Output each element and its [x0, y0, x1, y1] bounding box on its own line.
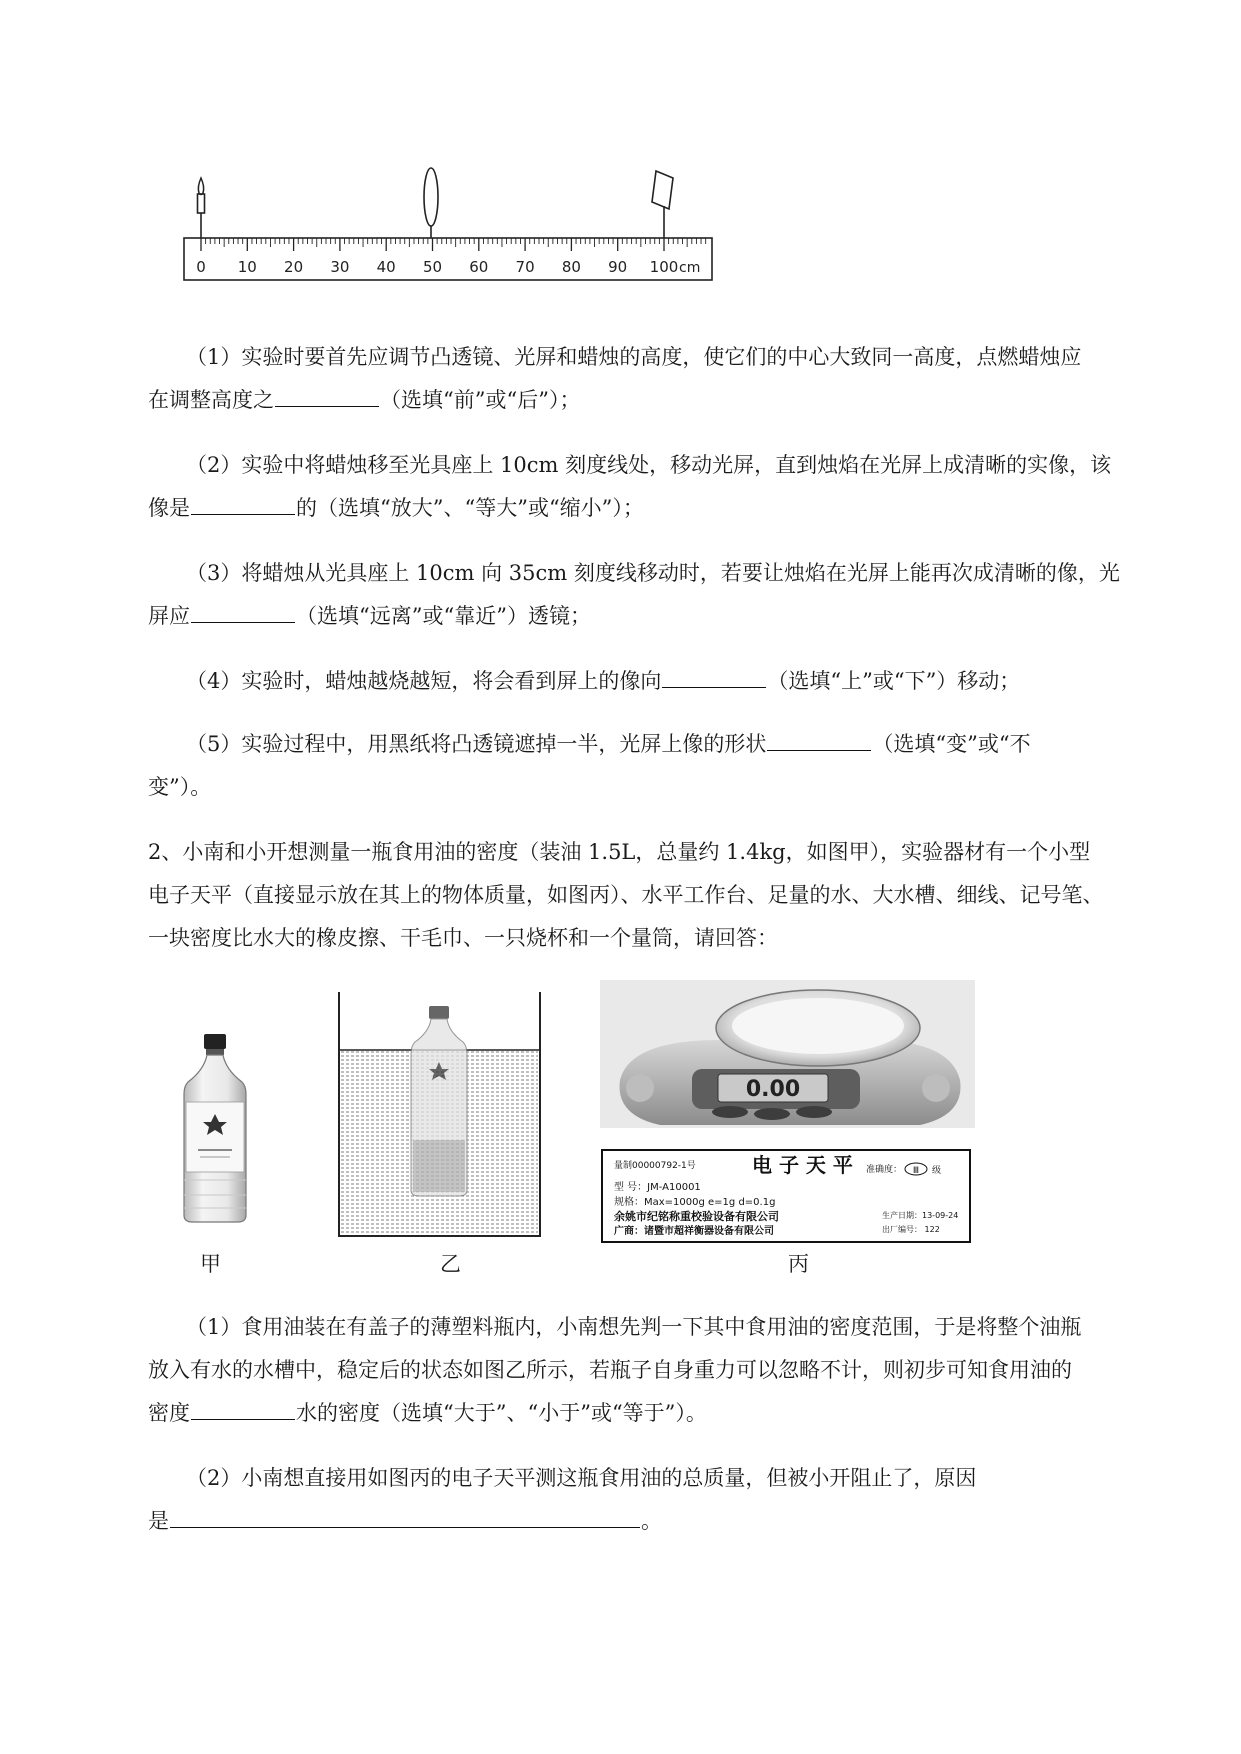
scale-button[interactable] — [712, 1106, 748, 1118]
light-screen-icon — [652, 171, 673, 238]
ruler-tick-label: 10 — [237, 258, 257, 276]
ruler-tick-label: 90 — [608, 258, 628, 276]
ruler — [184, 238, 712, 280]
caption-yi: 乙 — [440, 1252, 461, 1276]
q1-part5: （5）实验过程中，用黑纸将凸透镜遮掉一半，光屏上像的形状 （选填“变”或“不 变”）。 — [148, 732, 1031, 799]
q2-intro: 2、小南和小开想测量一瓶食用油的密度（装油 1.5L，总量约 1.4kg，如图甲），实验器材有一个小型 电子天平（直接显示放在其上的物体质量，如图丙）、水平工作台、足量的水、大水槽、细线、记号笔、 一块密度比水大的橡皮擦、干毛巾、一只烧杯和一个量筒，请回答： — [148, 840, 1104, 950]
ruler-tick-label: 70 — [515, 258, 535, 276]
svg-text:级: 级 — [932, 1166, 942, 1176]
svg-text:准确度：: 准确度： — [866, 1165, 903, 1175]
svg-text:出厂编号： 122: 出厂编号： 122 — [882, 1225, 940, 1234]
svg-text:0.00: 0.00 — [745, 1077, 801, 1102]
bottle-cap-icon — [204, 1034, 226, 1049]
ruler-unit: cm — [679, 260, 701, 276]
caption-bing: 丙 — [788, 1252, 809, 1276]
answer-blank[interactable] — [191, 1418, 295, 1420]
ruler-tick-label: 0 — [196, 258, 206, 276]
water-tank-figure — [335, 990, 545, 1240]
ruler-tick-label: 40 — [376, 258, 396, 276]
answer-blank[interactable] — [191, 621, 295, 623]
q1-part3: （3）将蜡烛从光具座上 10cm 向 35cm 刻度线移动时，若要让烛焰在光屏上能再次成清晰的像，光 屏应 （选填“远离”或“靠近”）透镜； — [148, 561, 1120, 628]
ruler-tick-label: 60 — [469, 258, 489, 276]
convex-lens-icon — [424, 168, 438, 238]
ruler-tick-label: 100 — [649, 258, 679, 276]
ruler-tick-labels — [196, 258, 700, 276]
ruler-ticks — [201, 238, 706, 251]
svg-text:Ⅲ: Ⅲ — [912, 1166, 920, 1176]
svg-text:规格：Max=1000g e=1g d=0.1g: 规格：Max=1000g e=1g d=0.1g — [614, 1197, 776, 1208]
ruler-tick-label: 80 — [561, 258, 581, 276]
scale-button[interactable] — [796, 1106, 832, 1118]
q1-part4: （4）实验时，蜡烛越烧越短，将会看到屏上的像向 （选填“上”或“下”）移动； — [186, 669, 1021, 693]
svg-text:型 号：JM-A10001: 型 号：JM-A10001 — [614, 1182, 701, 1193]
svg-text:广商：诸暨市超祥衡器设备有限公司: 广商：诸暨市超祥衡器设备有限公司 — [614, 1226, 774, 1237]
svg-text:电 子 天 平: 电 子 天 平 — [752, 1153, 853, 1177]
candle-icon — [198, 178, 205, 238]
answer-blank[interactable] — [191, 513, 295, 515]
electronic-scale-figure — [600, 980, 980, 1248]
answer-blank[interactable] — [662, 686, 766, 688]
scale-button[interactable] — [754, 1108, 790, 1120]
svg-text:余姚市纪铭称重校验设备有限公司: 余姚市纪铭称重校验设备有限公司 — [614, 1210, 779, 1223]
svg-text:生产日期：13-09-24: 生产日期：13-09-24 — [882, 1211, 959, 1220]
ruler-tick-label: 50 — [422, 258, 443, 276]
optical-bench-figure — [180, 165, 720, 285]
svg-text:量制00000792-1号: 量制00000792-1号 — [614, 1161, 696, 1171]
q1-part1: （1）实验时要首先应调节凸透镜、光屏和蜡烛的高度，使它们的中心大致同一高度，点燃蜡烛应 在调整高度之 （选填“前”或“后”）； — [148, 345, 1082, 412]
oil-bottle-figure — [170, 1030, 260, 1230]
answer-blank[interactable] — [170, 1526, 640, 1528]
caption-jia: 甲 — [200, 1252, 221, 1276]
q1-part2: （2）实验中将蜡烛移至光具座上 10cm 刻度线处，移动光屏，直到烛焰在光屏上成清晰的实像，该 像是 的（选填“放大”、“等大”或“缩小”）； — [148, 453, 1112, 520]
ruler-tick-label: 20 — [284, 258, 304, 276]
ruler-tick-label: 30 — [330, 258, 350, 276]
q2-part2: （2）小南想直接用如图丙的电子天平测这瓶食用油的总质量，但被小开阻止了，原因 是 。 — [148, 1466, 977, 1533]
floating-bottle-icon — [411, 1006, 467, 1196]
answer-blank[interactable] — [767, 749, 871, 751]
q2-part1: （1）食用油装在有盖子的薄塑料瓶内，小南想先判一下其中食用油的密度范围，于是将整个油瓶 放入有水的水槽中，稳定后的状态如图乙所示，若瓶子自身重力可以忽略不计，则初步可知食用油的 密度 水的密度（选填“大于”、“小于”或“等于”）。 — [148, 1315, 1082, 1425]
answer-blank[interactable] — [275, 405, 379, 407]
